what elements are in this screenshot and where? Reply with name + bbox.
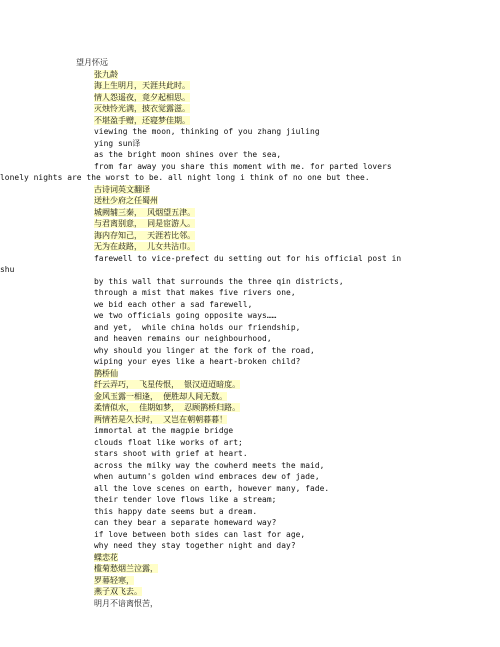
english-text-line: [94, 483, 496, 495]
line-text: 望月怀远: [76, 58, 108, 67]
line-text: 罗幕轻寒，: [94, 575, 134, 585]
chinese-text-line: [94, 80, 496, 92]
line-text: viewing the moon, thinking of you zhang jiuling: [94, 127, 320, 136]
line-text: immortal at the magpie bridge: [94, 426, 234, 435]
line-text: this happy date seems but a dream.: [94, 506, 258, 516]
chinese-text-line: [94, 368, 496, 380]
line-text: 无为在歧路， 儿女共沾巾。: [94, 242, 196, 251]
line-text: all the love scenes on earth, however many, fade.: [94, 483, 330, 493]
english-text-line: [94, 322, 496, 334]
chinese-text-line: [94, 207, 496, 219]
english-text-line: [94, 540, 496, 552]
chinese-text-line: [94, 103, 496, 115]
english-text-line: [94, 126, 496, 138]
line-text: we bid each other a sad farewell,: [94, 299, 253, 309]
line-text: 海内存知己， 天涯若比邻。: [94, 230, 196, 240]
english-text-line: [94, 460, 496, 472]
line-text: 与君离别意， 同是宦游人。: [94, 219, 196, 228]
english-text-line: [94, 425, 496, 437]
line-text: farewell to vice-prefect du setting out for his official post in shu: [0, 253, 407, 274]
line-text: across the milky way the cowherd meets the maid,: [94, 460, 325, 470]
chinese-text-line: [94, 391, 496, 403]
english-text-line: [94, 345, 496, 357]
english-text-line: [94, 448, 496, 460]
line-text: we two officials going opposite ways……: [94, 311, 277, 320]
line-text: 灭烛怜光满，披衣觉露滋。: [94, 104, 190, 113]
english-text-line: [94, 517, 496, 529]
line-text: through a mist that makes five rivers one,: [94, 288, 296, 297]
chinese-text-line: [76, 57, 496, 69]
line-text: stars shoot with grief at heart.: [94, 449, 248, 458]
english-text-line: [94, 310, 496, 322]
english-text-line: [94, 276, 496, 288]
chinese-text-line: [94, 598, 496, 610]
line-text: 古诗词英文翻译: [94, 184, 150, 194]
chinese-text-line: [94, 184, 496, 196]
line-text: 送杜少府之任蜀州: [94, 196, 158, 205]
english-text-line: [94, 506, 496, 518]
english-text-line: [94, 333, 496, 345]
chinese-text-line: [94, 379, 496, 391]
chinese-text-line: [94, 92, 496, 104]
line-text: why need they stay together night and day?: [94, 541, 296, 550]
line-text: 张九龄: [94, 69, 118, 79]
document-body: [0, 57, 496, 609]
line-text: when autumn's golden wind embraces dew of jade,: [94, 472, 320, 481]
chinese-text-line: [94, 230, 496, 242]
english-text-line: [94, 299, 496, 311]
line-text: by this wall that surrounds the three qin districts,: [94, 276, 344, 286]
chinese-text-line: [94, 586, 496, 598]
line-text: 两情若是久长时， 又岂在朝朝暮暮！: [94, 414, 228, 424]
line-text: 不堪盈手赠，还寝梦佳期。: [94, 115, 190, 125]
line-text: and yet, while china holds our friendship,: [94, 322, 301, 332]
line-text: 金风玉露一相逢， 便胜却人间无数。: [94, 391, 228, 401]
line-text: 海上生明月，天涯共此时。: [94, 81, 190, 90]
line-text: 燕子双飞去。: [94, 587, 142, 596]
line-text: clouds float like works of art;: [94, 437, 243, 447]
line-text: 纤云弄巧， 飞星传恨， 银汉迢迢暗度。: [94, 380, 241, 389]
english-text-line: [94, 149, 496, 161]
line-text: from far away you share this moment with me. for parted lovers lonely nights are the worst to be. all night long i think of no one but thee.: [0, 161, 397, 182]
chinese-text-line: [94, 241, 496, 253]
english-text-line: [94, 437, 496, 449]
chinese-text-line: [94, 552, 496, 564]
chinese-text-line: [94, 414, 496, 426]
english-text-line: [0, 253, 420, 276]
line-text: and heaven remains our neighbourhood,: [94, 334, 272, 343]
english-text-line: [94, 494, 496, 506]
line-text: 柔情似水， 佳期如梦， 忍顾鹊桥归路。: [94, 403, 241, 412]
chinese-text-line: [94, 69, 496, 81]
english-text-line: [94, 471, 496, 483]
line-text: 明月不谙离恨苦，: [94, 598, 158, 608]
chinese-text-line: [94, 115, 496, 127]
english-text-line: [94, 529, 496, 541]
line-text: can they bear a separate homeward way?: [94, 518, 277, 527]
line-text: if love between both sides can last for age,: [94, 529, 306, 539]
chinese-text-line: [94, 218, 496, 230]
chinese-text-line: [94, 195, 496, 207]
line-text: why should you linger at the fork of the road,: [94, 345, 315, 355]
chinese-text-line: [94, 575, 496, 587]
line-text: as the bright moon shines over the sea,: [94, 150, 282, 159]
line-text: 槛菊愁烟兰泣露，: [94, 564, 158, 573]
line-text: ying sun译: [94, 138, 141, 148]
chinese-text-line: [94, 563, 496, 575]
line-text: their tender love flows like a stream;: [94, 495, 277, 504]
english-text-line: [94, 287, 496, 299]
english-text-line: [0, 161, 420, 184]
line-text: 情人怨遥夜，竟夕起相思。: [94, 92, 190, 102]
line-text: 城阙辅三秦， 风烟望五津。: [94, 207, 196, 217]
line-text: wiping your eyes like a heart-broken child?: [94, 357, 301, 366]
line-text: 鹊桥仙: [94, 368, 118, 378]
chinese-text-line: [94, 402, 496, 414]
line-text: 蝶恋花: [94, 552, 118, 562]
english-text-line: [94, 356, 496, 368]
english-text-line: [94, 138, 496, 150]
